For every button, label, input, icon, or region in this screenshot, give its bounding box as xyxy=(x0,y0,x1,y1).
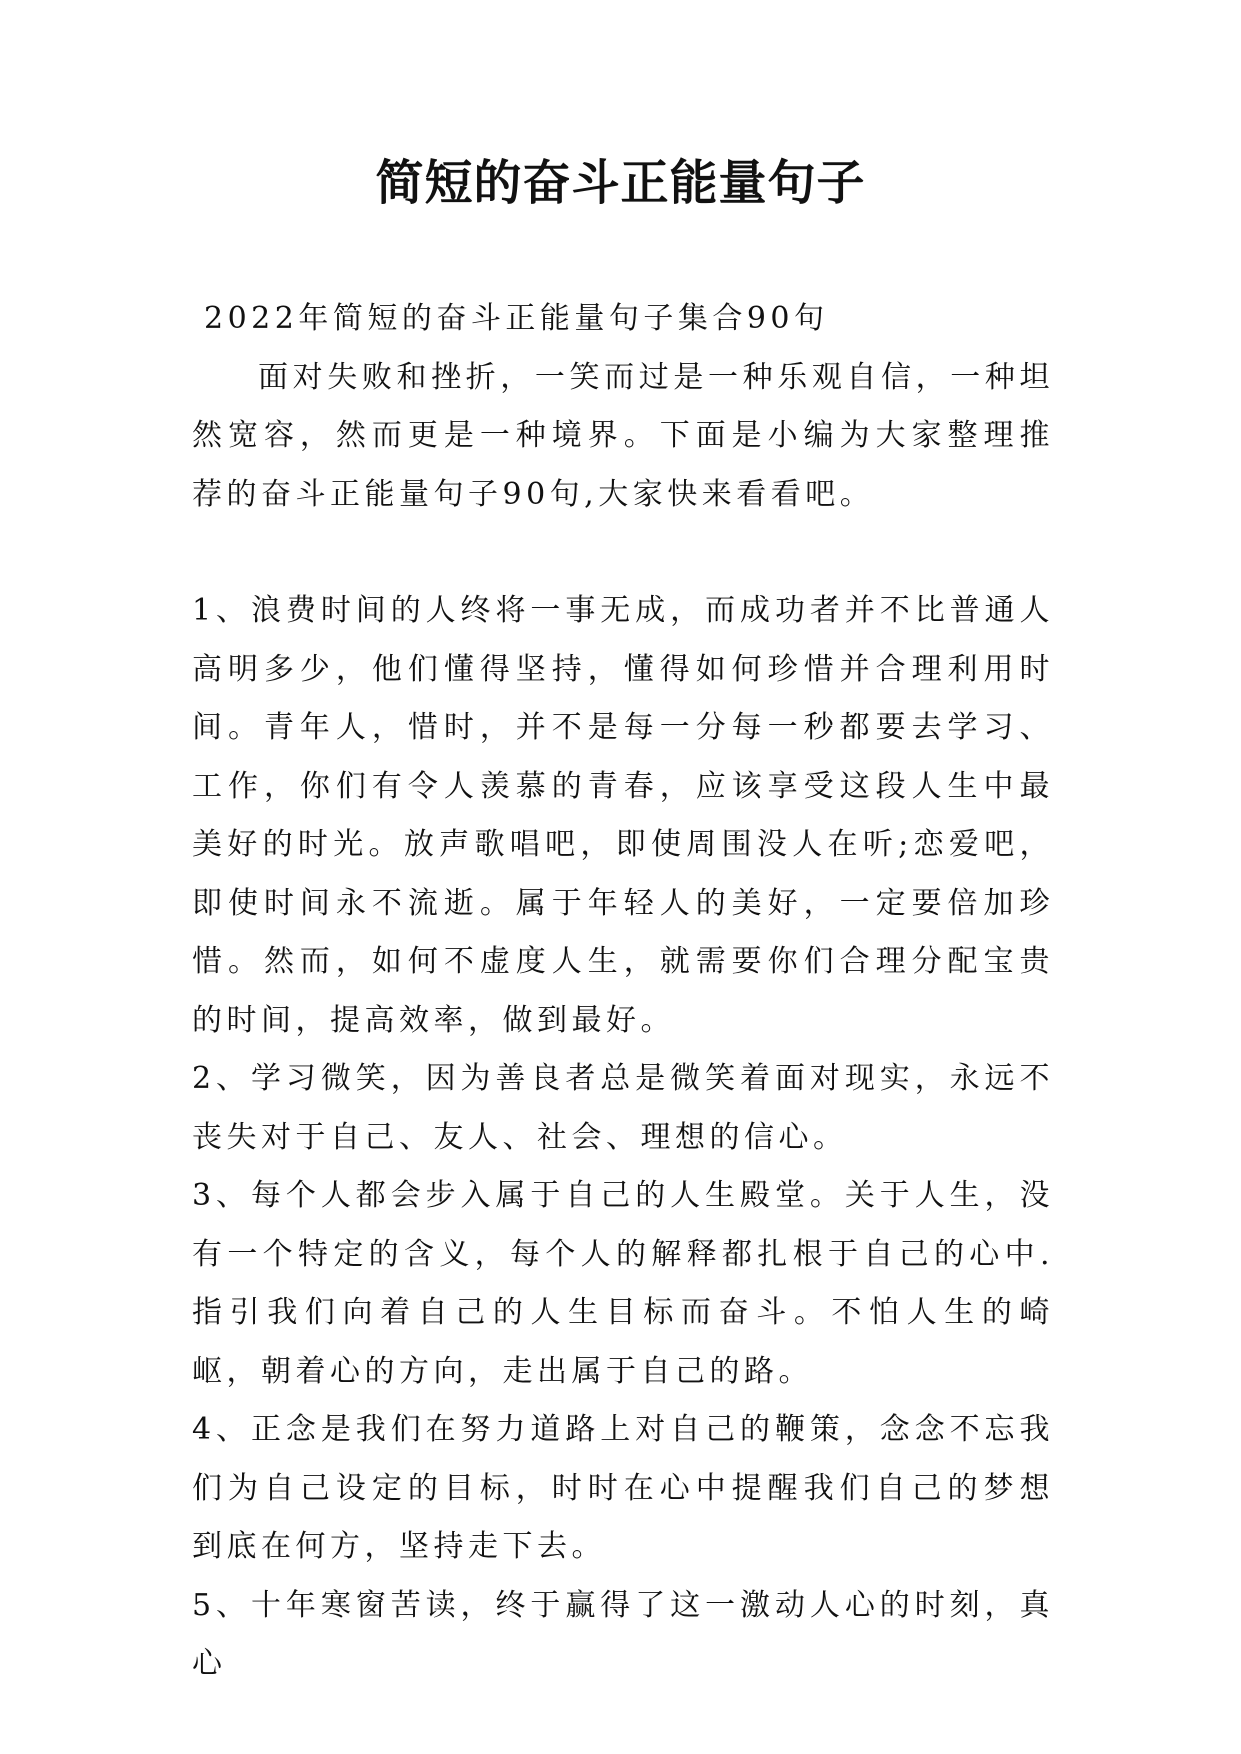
list-item: 3、每个人都会步入属于自己的人生殿堂。关于人生，没有一个特定的含义，每个人的解释都扎根于自己的心中.指引我们向着自己的人生目标而奋斗。不怕人生的崎岖，朝着心的方向，走出属于自己的路。 xyxy=(192,1178,1054,1389)
list-item: 1、浪费时间的人终将一事无成，而成功者并不比普通人高明多少，他们懂得坚持，懂得如何珍惜并合理利用时间。青年人，惜时，并不是每一分每一秒都要去学习、工作，你们有令人羡慕的青春，应该享受这段人生中最美好的时光。放声歌唱吧，即使周围没人在听;恋爱吧，即使时间永不流逝。属于年轻人的美好，一定要倍加珍惜。然而，如何不虚度人生，就需要你们合理分配宝贵的时间，提高效率，做到最好。 xyxy=(192,593,1054,1038)
list-item: 4、正念是我们在努力道路上对自己的鞭策，念念不忘我们为自己设定的目标，时时在心中提醒我们自己的梦想到底在何方，坚持走下去。 xyxy=(192,1412,1054,1564)
paragraph-spacer xyxy=(192,524,1054,582)
intro-paragraph: 面对失败和挫折，一笑而过是一种乐观自信，一种坦然宽容，然而更是一种境界。下面是小编为大家整理推荐的奋斗正能量句子90句,大家快来看看吧。 xyxy=(192,359,1054,512)
document-subtitle: 2022年简短的奋斗正能量句子集合90句 xyxy=(204,301,829,336)
list-item: 5、十年寒窗苦读，终于赢得了这一激动人心的时刻，真心 xyxy=(192,1587,1054,1681)
list-item: 2、学习微笑，因为善良者总是微笑着面对现实，永远不丧失对于自己、友人、社会、理想的信心。 xyxy=(192,1061,1054,1155)
document-title: 简短的奋斗正能量句子 xyxy=(375,155,866,211)
document-body xyxy=(192,290,1054,1694)
